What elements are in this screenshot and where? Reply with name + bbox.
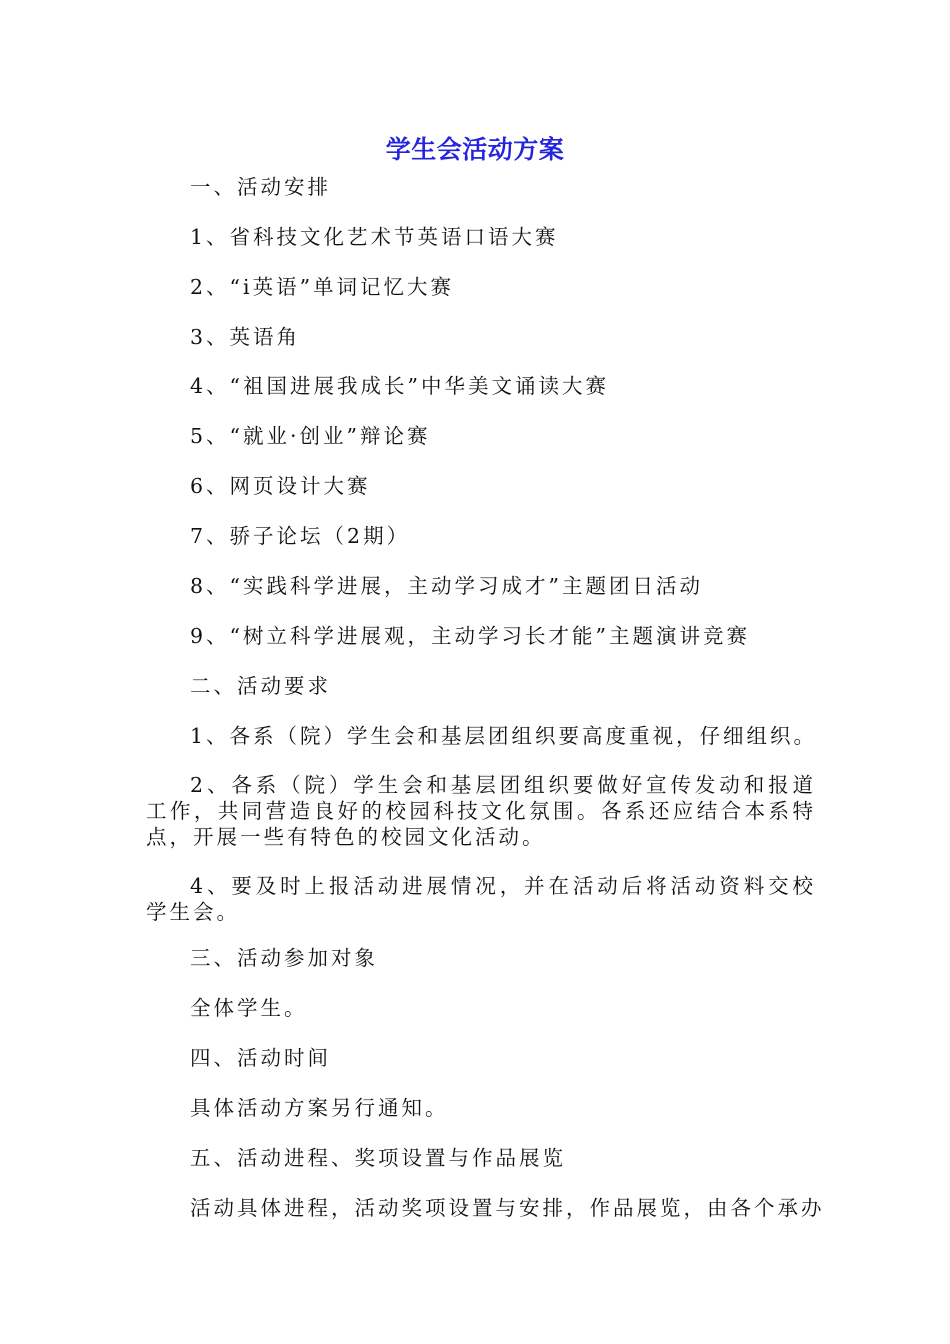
list-item: 2、“i英语”单词记忆大赛 xyxy=(190,275,455,299)
list-item: 5、“就业·创业”辩论赛 xyxy=(190,424,431,448)
list-item: 1、省科技文化艺术节英语口语大赛 xyxy=(190,225,559,249)
section-heading-time: 四、活动时间 xyxy=(190,1046,331,1070)
paragraph: 活动具体进程，活动奖项设置与安排，作品展览，由各个承办 xyxy=(190,1196,825,1220)
section-heading-requirements: 二、活动要求 xyxy=(190,674,331,698)
list-item: 7、骄子论坛（2期） xyxy=(190,524,411,548)
list-item: 9、“树立科学进展观，主动学习长才能”主题演讲竞赛 xyxy=(190,624,751,648)
list-item: 6、网页设计大赛 xyxy=(190,474,371,498)
list-item: 1、各系（院）学生会和基层团组织要高度重视，仔细组织。 xyxy=(190,724,818,748)
list-item: 8、“实践科学进展，主动学习成才”主题团日活动 xyxy=(190,574,704,598)
section-heading-participants: 三、活动参加对象 xyxy=(190,946,378,970)
paragraph: 4、要及时上报活动进展情况，并在活动后将活动资料交校学生会。 xyxy=(146,874,816,924)
list-item: 4、“祖国进展我成长”中华美文诵读大赛 xyxy=(190,374,610,398)
list-item: 3、英语角 xyxy=(190,325,301,349)
paragraph: 全体学生。 xyxy=(190,996,308,1020)
section-heading-arrangement: 一、活动安排 xyxy=(190,175,331,199)
section-heading-process: 五、活动进程、奖项设置与作品展览 xyxy=(190,1146,566,1170)
paragraph: 具体活动方案另行通知。 xyxy=(190,1096,449,1120)
paragraph: 2、各系（院）学生会和基层团组织要做好宣传发动和报道工作，共同营造良好的校园科技文化氛围。各系还应结合本系特点，开展一些有特色的校园文化活动。 xyxy=(146,773,816,849)
document-title: 学生会活动方案 xyxy=(385,135,565,164)
